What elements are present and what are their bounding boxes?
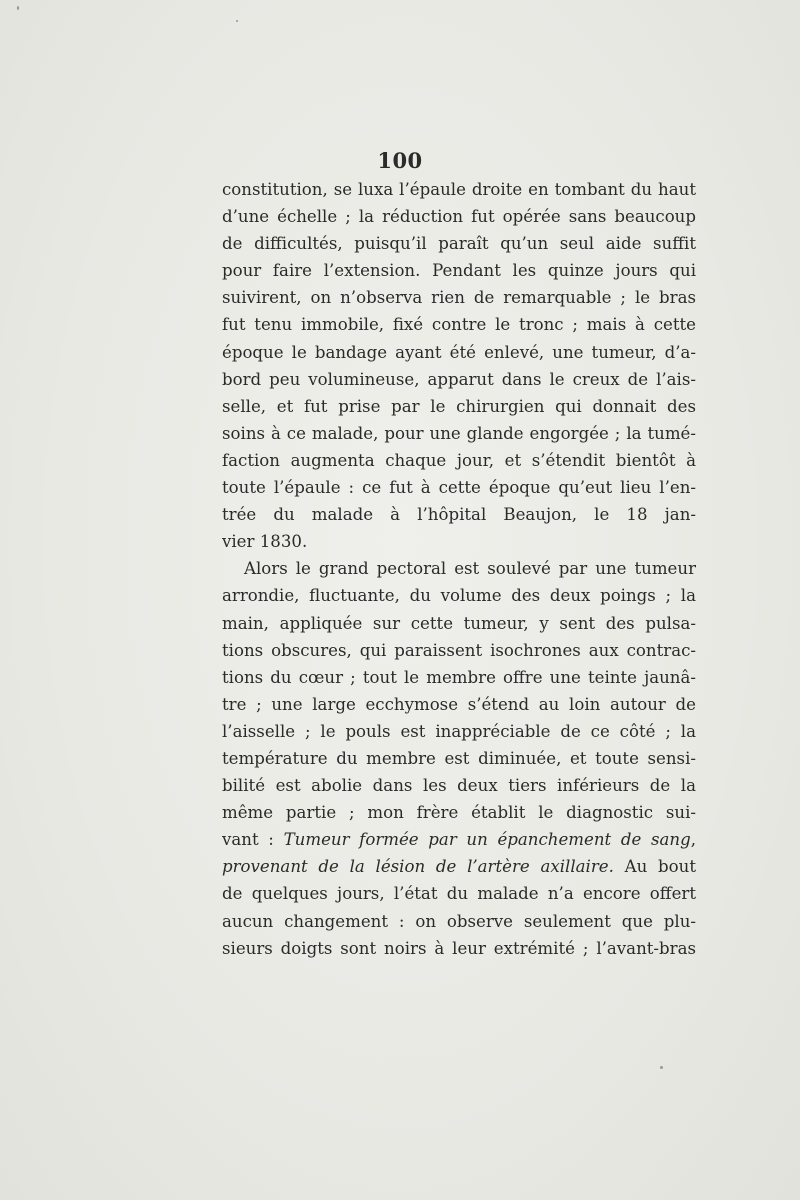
text-line: toute l’épaule : ce fut à cette époque qu’eut lieu l’en- (222, 478, 696, 498)
text-line: tions obscures, qui paraissent isochrones aux contrac- (222, 640, 696, 660)
text-line: aucun changement : on observe seulement que plu- (222, 911, 696, 931)
text-line: bord peu volumineuse, apparut dans le creux de l’ais- (222, 369, 696, 389)
text-line (222, 826, 696, 853)
text-line: fut tenu immobile, fixé contre le tronc ; mais à cette (222, 315, 696, 335)
text-line (222, 853, 696, 880)
paragraph-start-line: Alors le grand pectoral est soulevé par une tumeur (244, 559, 696, 579)
paper-speck (17, 6, 19, 10)
page-number: 100 (377, 148, 423, 173)
text-line: arrondie, fluctuante, du volume des deux poings ; la (222, 586, 696, 606)
italic-phrase: provenant de la lésion de l’artère axillaire. (222, 857, 614, 877)
line-post: , (690, 830, 696, 850)
text-line: trée du malade à l’hôpital Beaujon, le 18 jan- (222, 505, 696, 525)
text-line: main, appliquée sur cette tumeur, y sent des pulsa- (222, 613, 696, 633)
text-line: constitution, se luxa l’épaule droite en tombant du haut (222, 180, 696, 199)
text-line: température du membre est diminuée, et toute sensi- (222, 748, 696, 768)
text-line: tre ; une large ecchymose s’étend au loin autour de (222, 694, 696, 714)
paper-speck (660, 1066, 663, 1069)
body-text (222, 176, 696, 962)
text-line: selle, et fut prise par le chirurgien qui donnait des (222, 396, 696, 416)
text-line: même partie ; mon frère établit le diagnostic sui- (222, 803, 696, 823)
text-line: époque le bandage ayant été enlevé, une tumeur, d’a- (222, 342, 696, 362)
text-line: bilité est abolie dans les deux tiers inférieurs de la (222, 776, 696, 796)
italic-phrase: Tumeur formée par un épanchement de sang (283, 830, 691, 850)
text-line: l’aisselle ; le pouls est inappréciable de ce côté ; la (222, 721, 696, 741)
text-line: faction augmenta chaque jour, et s’étendit bientôt à (222, 450, 696, 470)
text-line: tions du cœur ; tout le membre offre une teinte jaunâ- (222, 667, 696, 687)
paper-speck (236, 20, 238, 22)
text-line: soins à ce malade, pour une glande engorgée ; la tumé- (222, 423, 696, 443)
text-line: sieurs doigts sont noirs à leur extrémité ; l’avant-bras (222, 938, 696, 958)
line-pre: vant : (222, 830, 284, 850)
text-line: pour faire l’extension. Pendant les quinze jours qui (222, 261, 696, 281)
line-post: Au bout (613, 857, 696, 877)
text-line: vier 1830. (222, 532, 308, 552)
text-line: de difficultés, puisqu’il paraît qu’un seul aide suffit (222, 234, 696, 254)
text-line: de quelques jours, l’état du malade n’a encore offert (222, 884, 696, 904)
text-line: suivirent, on n’observa rien de remarquable ; le bras (222, 288, 696, 308)
text-line: d’une échelle ; la réduction fut opérée sans beaucoup (222, 207, 696, 227)
